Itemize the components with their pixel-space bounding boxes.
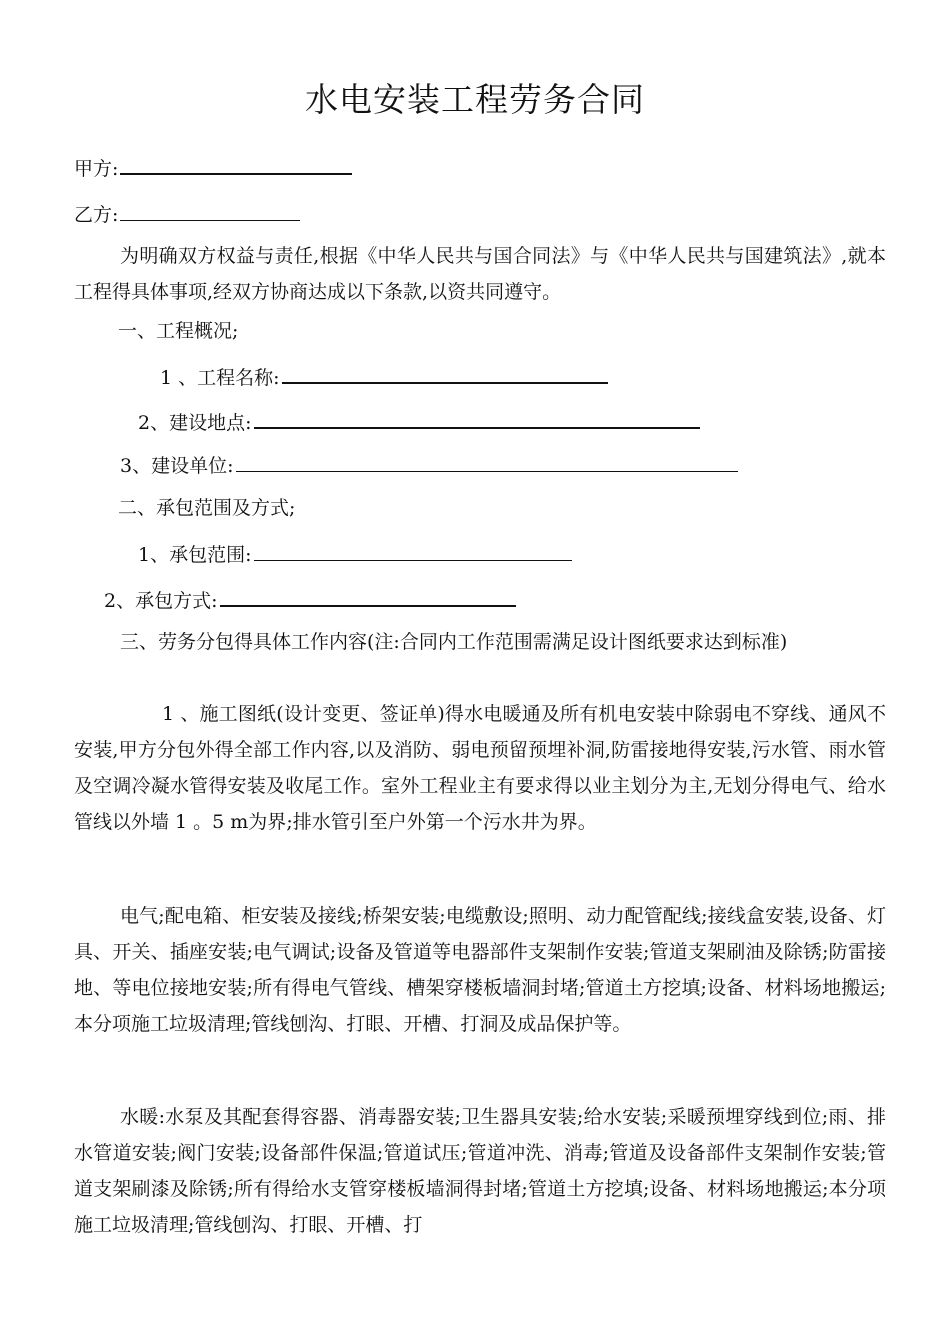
build-unit-line bbox=[120, 451, 738, 479]
scope-label: 1、承包范围: bbox=[138, 544, 252, 566]
intro-paragraph: 为明确双方权益与责任,根据《中华人民共与国合同法》与《中华人民共与国建筑法》,就本工程得具体事项,经双方协商达成以下条款,以资共同遵守。 bbox=[74, 245, 886, 303]
document-title: 水电安装工程劳务合同 bbox=[305, 80, 645, 119]
method-label: 2、承包方式: bbox=[104, 590, 218, 612]
method-blank bbox=[220, 585, 516, 607]
party-a-blank bbox=[120, 153, 352, 175]
build-location-blank bbox=[254, 407, 700, 429]
party-a-line bbox=[74, 153, 352, 182]
build-unit-blank bbox=[236, 451, 738, 472]
build-unit-label: 3、建设单位: bbox=[120, 455, 234, 477]
scope-blank bbox=[254, 540, 572, 561]
party-b-line bbox=[74, 200, 300, 228]
electrical-paragraph: 电气;配电箱、柜安装及接线;桥架安装;电缆敷设;照明、动力配管配线;接线盒安装,设备、灯具、开关、插座安装;电气调试;设备及管道等电器部件支架制作安装;管道支架刷油及除锈;防雷接地、等电位接地安装;所有得电气管线、槽架穿楼板墙洞封堵;管道土方挖填;设备、材料场地搬运;本分项施工垃圾清理;管线刨沟、打眼、开槽、打洞及成品保护等。 bbox=[74, 905, 886, 1035]
project-name-blank bbox=[282, 362, 608, 384]
section1-heading: 一、工程概况; bbox=[118, 320, 239, 342]
method-line bbox=[104, 585, 516, 614]
section3-heading: 三、劳务分包得具体工作内容(注:合同内工作范围需满足设计图纸要求达到标准) bbox=[120, 631, 788, 653]
party-b-label: 乙方: bbox=[74, 204, 119, 226]
section2-heading: 二、承包范围及方式; bbox=[118, 497, 296, 519]
party-a-label: 甲方: bbox=[74, 158, 119, 180]
plumbing-paragraph: 水暖:水泵及其配套得容器、消毒器安装;卫生器具安装;给水安装;采暖预埋穿线到位;雨、排水管道安装;阀门安装;设备部件保温;管道试压;管道冲洗、消毒;管道及设备部件支架制作安装;管道支架刷漆及除锈;所有得给水支管穿楼板墙洞得封堵;管道土方挖填;设备、材料场地搬运;本分项施工垃圾清理;管线刨沟、打眼、开槽、打 bbox=[74, 1106, 886, 1236]
build-location-line bbox=[138, 407, 700, 436]
scope-line bbox=[138, 540, 572, 568]
build-location-label: 2、建设地点: bbox=[138, 412, 252, 434]
party-b-blank bbox=[120, 200, 300, 221]
project-name-line bbox=[160, 362, 608, 391]
project-name-label: 1 、工程名称: bbox=[160, 367, 280, 389]
section3-item1: 1 、施工图纸(设计变更、签证单)得水电暖通及所有机电安装中除弱电不穿线、通风不安装,甲方分包外得全部工作内容,以及消防、弱电预留预埋补洞,防雷接地得安装,污水管、雨水管及空调冷凝水管得安装及收尾工作。室外工程业主有要求得以业主划分为主,无划分得电气、给水管线以外墙 1 。5 m为界;排水管引至户外第一个污水井为界。 bbox=[74, 703, 886, 833]
